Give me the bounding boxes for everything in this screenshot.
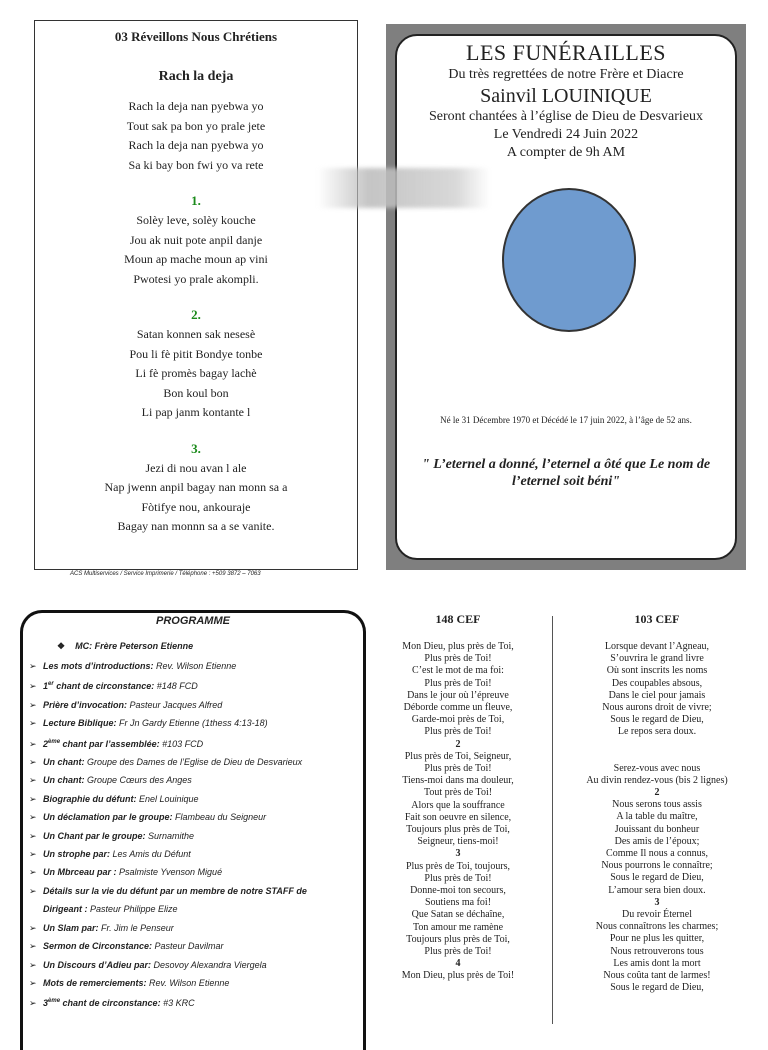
spacer bbox=[562, 739, 752, 763]
hymn-line: Plus près de Toi! bbox=[424, 653, 492, 665]
hymn-line: Dans le ciel pour jamais bbox=[608, 689, 706, 701]
hymn-line: Seigneur, tiens-moi! bbox=[417, 836, 499, 848]
printer-credit: ACS Multiservices / Service Imprimerie / Téléphone : +509 3872 – 7063 bbox=[70, 571, 261, 577]
hymn-line: Sous le regard de Dieu, bbox=[610, 982, 704, 994]
photo-placeholder bbox=[502, 188, 636, 332]
hymn-line: Plus près de Toi! bbox=[424, 677, 492, 689]
programme-item-label: Un Discours d’Adieu par: bbox=[43, 959, 152, 970]
programme-item-label: Dirigeant : bbox=[43, 904, 88, 915]
hymn-line: Tiens-moi dans ma douleur, bbox=[402, 775, 514, 787]
hymn-line: Pour ne plus les quitter, bbox=[609, 933, 705, 945]
hymn-line: Au divin rendez-vous (bis 2 lignes) bbox=[586, 774, 728, 786]
programme-item-value: Enel Louinique bbox=[136, 793, 199, 804]
arrow-bullet-icon: ➢ bbox=[29, 867, 37, 878]
arrow-bullet-icon: ➢ bbox=[29, 830, 37, 841]
diamond-bullet-icon: ❖ bbox=[57, 641, 66, 651]
hymn-title: 03 Réveillons Nous Chrétiens bbox=[114, 29, 278, 44]
programme-item bbox=[29, 675, 363, 695]
programme-item bbox=[29, 974, 363, 992]
programme-item bbox=[29, 657, 363, 675]
hymn-line: Nous serons tous assis bbox=[612, 799, 702, 811]
hymn-line: Nous pourrons le connaître; bbox=[601, 860, 713, 872]
hymn-line: Le repos sera doux. bbox=[617, 726, 697, 738]
cover-line-2: Seront chantées à l’église de Dieu de Desvarieux bbox=[428, 109, 704, 124]
programme-item-label: 2ème chant par l’assemblée: bbox=[43, 738, 160, 749]
hymn-line: Toujours plus près de Toi, bbox=[406, 824, 510, 836]
hymn-line: Fòtifye nou, ankouraje bbox=[141, 499, 251, 514]
deceased-name: Sainvil LOUINIQUE bbox=[480, 85, 652, 107]
hymn-line: Serez-vous avec nous bbox=[613, 762, 701, 774]
programme-item-value: Fr Jn Gardy Etienne (1thess 4:13-18) bbox=[116, 718, 268, 729]
programme-item bbox=[29, 845, 363, 863]
hymn-line: S’ouvrira le grand livre bbox=[610, 653, 704, 665]
programme-item-value: #103 FCD bbox=[159, 738, 204, 749]
hymn-line: Dans le jour où l’épreuve bbox=[407, 689, 509, 701]
hymn-148-title: 148 CEF bbox=[435, 612, 481, 626]
verse-number: 3. bbox=[191, 440, 201, 456]
hymn-line: Lorsque devant l’Agneau, bbox=[604, 641, 710, 652]
programme-item-value: Rev. Wilson Etienne bbox=[153, 661, 237, 671]
arrow-bullet-icon: ➢ bbox=[29, 718, 37, 729]
hymn-line: Garde-moi près de Toi, bbox=[411, 714, 505, 726]
hymn-line: Que Satan se déchaîne, bbox=[411, 909, 505, 921]
programme-item-value: Pasteur Jacques Alfred bbox=[127, 699, 223, 710]
programme-item-value: Groupe Cœurs des Anges bbox=[84, 775, 192, 786]
verse-number: 2. bbox=[191, 307, 201, 322]
hymn-line: Solèy leve, solèy kouche bbox=[136, 213, 256, 227]
programme-item-label: Mots de remerciements: bbox=[43, 977, 147, 988]
arrow-bullet-icon: ➢ bbox=[29, 681, 37, 692]
hymn-line: Donne-moi ton secours, bbox=[410, 885, 506, 897]
hymn-line: Comme Il nous a connus, bbox=[606, 848, 708, 860]
programme-item-label: Les mots d’introductions: bbox=[43, 661, 154, 671]
programme-item-label: Un déclamation par le groupe: bbox=[43, 812, 173, 823]
hymn-line: Tout sak pa bon yo prale jete bbox=[126, 118, 266, 133]
programme-item bbox=[29, 808, 363, 826]
verse-number: 3 bbox=[455, 848, 461, 860]
programme-item-label: Un Chant par le groupe: bbox=[43, 830, 146, 841]
arrow-bullet-icon: ➢ bbox=[29, 661, 37, 671]
programme-item-label: Sermon de Circonstance: bbox=[43, 941, 153, 952]
arrow-bullet-icon: ➢ bbox=[29, 699, 37, 710]
cover-line-1: Du très regrettées de notre Frère et Diacre bbox=[448, 67, 684, 82]
hymn-line: Plus près de Toi! bbox=[424, 726, 492, 738]
hymn-line: Où sont inscrits les noms bbox=[606, 665, 708, 677]
memorial-quote: " L’eternel a donné, l’eternel a ôté que Le nom de l’eternel soit béni" bbox=[421, 457, 711, 489]
programme-item-value: Pasteur Philippe Elize bbox=[87, 904, 178, 915]
cover-date: Le Vendredi 24 Juin 2022 bbox=[493, 127, 639, 142]
hymn-line: Pwotesi yo prale akompli. bbox=[133, 271, 259, 286]
programme-item-label: Détails sur la vie du défunt par un membre de notre STAFF de bbox=[43, 885, 307, 896]
hymn-line: Bagay nan monnn sa a se vanite. bbox=[117, 519, 275, 533]
programme-item-value: Flambeau du Seigneur bbox=[172, 812, 267, 823]
arrow-bullet-icon: ➢ bbox=[29, 941, 37, 952]
programme-item-label: Un chant: bbox=[43, 775, 85, 786]
hymn-line: Sa ki bay bon fwi yo va rete bbox=[128, 157, 264, 172]
arrow-bullet-icon: ➢ bbox=[29, 812, 37, 823]
programme-item-label: Un strophe par: bbox=[43, 849, 111, 860]
arrow-bullet-icon: ➢ bbox=[29, 922, 37, 933]
arrow-bullet-icon: ➢ bbox=[29, 885, 37, 896]
arrow-bullet-icon: ➢ bbox=[29, 849, 37, 860]
hymn-line: Plus près de Toi! bbox=[424, 872, 492, 884]
hymn-intro bbox=[35, 97, 357, 175]
hymn-line: Ton amour me ramène bbox=[412, 921, 504, 933]
arrow-bullet-icon: ➢ bbox=[29, 757, 37, 768]
hymn-line: Toujours plus près de Toi, bbox=[406, 933, 510, 945]
programme-item-value: Les Amis du Défunt bbox=[110, 849, 191, 860]
programme-item-value: Rev. Wilson Etienne bbox=[146, 977, 230, 988]
hymn-line: Jou ak nuit pote anpil danje bbox=[129, 232, 263, 247]
arrow-bullet-icon: ➢ bbox=[29, 959, 37, 970]
hymn-line: Rach la deja nan pyebwa yo bbox=[128, 99, 264, 113]
hymn-verse bbox=[35, 441, 357, 537]
programme-item-label: Un Slam par: bbox=[43, 922, 99, 933]
column-divider bbox=[552, 616, 553, 1024]
hymn-line: Alors que la souffrance bbox=[411, 799, 505, 811]
hymn-line: Du revoir Éternel bbox=[622, 909, 692, 921]
verse-number: 2 bbox=[455, 738, 461, 750]
hymn-subtitle: Rach la deja bbox=[158, 69, 234, 84]
hymn-line: Plus près de Toi, toujours, bbox=[405, 860, 511, 872]
hymn-line: Fait son oeuvre en silence, bbox=[404, 811, 512, 823]
programme-item-value: Psalmiste Yvenson Migué bbox=[116, 867, 223, 878]
programme-item bbox=[29, 900, 363, 918]
hymn-line: Soutiens ma foi! bbox=[424, 897, 492, 909]
hymn-103-title: 103 CEF bbox=[634, 612, 680, 626]
mc-text: MC: Frère Peterson Etienne bbox=[75, 641, 194, 651]
programme-item-value: #148 FCD bbox=[154, 681, 198, 692]
hymn-line: Tout près de Toi! bbox=[423, 787, 493, 799]
funeral-cover bbox=[386, 24, 746, 570]
programme-item bbox=[29, 714, 363, 732]
hymn-verses bbox=[35, 193, 357, 537]
hymn-line: Plus près de Toi! bbox=[424, 946, 492, 958]
hymn-line: Nap jwenn anpil bagay nan monn sa a bbox=[104, 480, 288, 494]
programme-item-label: Biographie du défunt: bbox=[43, 793, 137, 804]
cover-title: LES FUNÉRAILLES bbox=[466, 40, 666, 65]
hymn-line: Moun ap mache moun ap vini bbox=[124, 252, 268, 266]
hymn-line: Les amis dont la mort bbox=[613, 957, 701, 969]
programme-item-label: Un Mbrceau par : bbox=[43, 867, 117, 878]
hymn-line: Pou li fè pitit Bondye tonbe bbox=[129, 346, 263, 361]
programme-item-value: Desovoy Alexandra Viergela bbox=[151, 959, 267, 970]
verse-number: 3 bbox=[654, 896, 660, 908]
programme-item bbox=[29, 956, 363, 974]
shadow-streak bbox=[318, 168, 490, 208]
programme-item bbox=[29, 919, 363, 937]
hymn-line: A la table du maître, bbox=[616, 811, 698, 823]
birth-death-line: Né le 31 Décembre 1970 et Décédé le 17 juin 2022, à l’âge de 52 ans. bbox=[440, 415, 692, 425]
programme-item-label: 3ème chant de circonstance: bbox=[43, 998, 161, 1009]
hymn-line: Nous coûta tant de larmes! bbox=[603, 970, 711, 982]
programme-item-label: Un chant: bbox=[43, 757, 85, 768]
arrow-bullet-icon: ➢ bbox=[29, 793, 37, 804]
programme-item-value: #3 KRC bbox=[160, 998, 195, 1009]
programme-item bbox=[29, 827, 363, 845]
arrow-bullet-icon: ➢ bbox=[29, 775, 37, 786]
hymn-line: Déborde comme un fleuve, bbox=[403, 702, 513, 714]
arrow-bullet-icon: ➢ bbox=[29, 738, 37, 749]
verse-number: 1. bbox=[191, 193, 201, 208]
programme-mc bbox=[57, 641, 363, 652]
hymn-line: Nous connaîtrons les charmes; bbox=[595, 921, 719, 933]
arrow-bullet-icon: ➢ bbox=[29, 977, 37, 988]
hymn-line: C’est le mot de ma foi: bbox=[412, 665, 504, 677]
hymn-148-lines bbox=[378, 641, 538, 983]
programme-item-label: 1er chant de circonstance: bbox=[43, 681, 155, 692]
verse-number: 4 bbox=[455, 958, 461, 970]
programme-item-value: Surnamithe bbox=[145, 830, 195, 841]
hymn-line: Plus près de Toi! bbox=[424, 763, 492, 775]
programme-title: PROGRAMME bbox=[156, 615, 230, 627]
verse-number: 2 bbox=[654, 787, 660, 799]
programme-list bbox=[23, 657, 363, 1013]
hymn-line: Des coupables absous, bbox=[611, 677, 703, 689]
hymn-line: Sous le regard de Dieu, bbox=[610, 872, 704, 884]
hymn-103-lines bbox=[562, 641, 752, 994]
cover-card bbox=[395, 34, 737, 560]
programme-item bbox=[29, 863, 363, 881]
programme-item-label: Lecture Biblique: bbox=[43, 718, 117, 729]
hymn-line: Jouissant du bonheur bbox=[614, 823, 700, 835]
programme-item bbox=[29, 771, 363, 789]
hymn-line: Des amis de l’époux; bbox=[614, 835, 700, 847]
programme-item bbox=[29, 937, 363, 955]
hymn-line: Satan konnen sak nesesè bbox=[136, 327, 256, 341]
programme-item bbox=[29, 790, 363, 808]
hymn-line: Sous le regard de Dieu, bbox=[610, 714, 704, 726]
hymn-148-column bbox=[378, 612, 538, 983]
programme-item bbox=[29, 882, 363, 900]
programme-item bbox=[29, 992, 363, 1012]
hymn-line: L’amour sera bien doux. bbox=[608, 884, 706, 896]
hymn-panel bbox=[34, 20, 358, 570]
programme-item bbox=[29, 733, 363, 753]
hymn-line: Nous retrouverons tous bbox=[610, 945, 704, 957]
hymn-line: Plus près de Toi, Seigneur, bbox=[404, 750, 512, 762]
programme-item-value: Groupe des Dames de l’Eglise de Dieu de Desvarieux bbox=[84, 757, 303, 768]
hymn-line: Jezi di nou avan l ale bbox=[145, 460, 247, 475]
hymn-line: Nous aurons droit de vivre; bbox=[602, 702, 712, 714]
hymn-verse bbox=[35, 193, 357, 289]
hymn-103-column bbox=[562, 612, 752, 994]
hymn-line: Mon Dieu, plus près de Toi, bbox=[402, 641, 514, 652]
programme-item bbox=[29, 753, 363, 771]
hymn-verse bbox=[35, 307, 357, 423]
hymn-line: Li pap janm kontante l bbox=[141, 405, 251, 419]
programme-panel bbox=[20, 610, 366, 1050]
cover-time: A compter de 9h AM bbox=[506, 145, 626, 160]
hymn-line: Rach la deja nan pyebwa yo bbox=[128, 138, 264, 152]
programme-item-value: Pasteur Davilmar bbox=[152, 941, 224, 952]
hymn-line: Li fè promès bagay lachè bbox=[135, 366, 257, 380]
hymn-line: Bon koul bon bbox=[163, 385, 229, 400]
arrow-bullet-icon: ➢ bbox=[29, 998, 37, 1009]
hymn-line: Mon Dieu, plus près de Toi! bbox=[401, 970, 515, 982]
programme-item-label: Prière d’invocation: bbox=[43, 699, 128, 710]
programme-item bbox=[29, 696, 363, 714]
programme-item-value: Fr. Jim le Penseur bbox=[98, 922, 174, 933]
